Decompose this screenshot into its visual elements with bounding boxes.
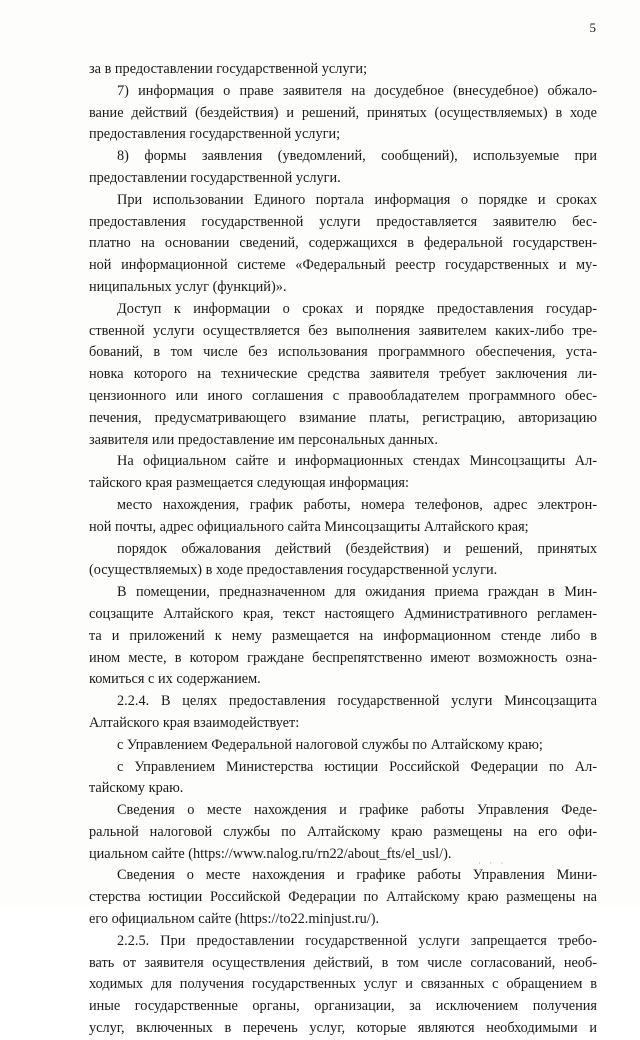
text-line: его официальном сайте (https://to22.minjust.ru/). bbox=[89, 911, 380, 928]
text-line: 2.2.4. В целях предоставления государственной услуги Минсоцзащита bbox=[117, 693, 597, 710]
text-line: бований, в том числе без использования программного обеспечения, уста- bbox=[89, 344, 597, 361]
text-line: предоставления государственной услуги; bbox=[89, 126, 341, 143]
text-line: та и приложений к нему размещается на информационном стенде либо в bbox=[89, 627, 597, 644]
text-line: предоставления государственной услуги предоставляется заявителю бес- bbox=[89, 213, 597, 230]
text-line: предоставлении государственной услуги. bbox=[89, 169, 341, 186]
text-line: вание действий (бездействия) и решений, принятых (осуществляемых) в ходе bbox=[89, 104, 597, 121]
text-line: ственной услуги осуществляется без выполнения заявителем каких-либо тре- bbox=[89, 322, 597, 339]
text-line: 2.2.5. При предоставлении государственной услуги запрещается требо- bbox=[117, 932, 597, 949]
text-line: услуг, включенных в перечень услуг, которые являются необходимыми и bbox=[89, 1020, 597, 1037]
text-line: цензионного или иного соглашения с правообладателем программного обес- bbox=[89, 387, 597, 404]
text-line: ной почты, адрес официального сайта Минсоцзащиты Алтайского края; bbox=[89, 518, 529, 535]
text-line: ниципальных услуг (функций)». bbox=[89, 278, 287, 295]
text-line: тайскому краю. bbox=[89, 780, 184, 797]
text-line: Доступ к информации о сроках и порядке предоставления государ- bbox=[117, 300, 597, 317]
text-line: платно на основании сведений, содержащихся в федеральной государствен- bbox=[89, 235, 597, 252]
text-line: порядок обжалования действий (бездействия) и решений, принятых bbox=[117, 540, 597, 557]
text-line: ходимых для получения государственных услуг и связанных с обращением в bbox=[89, 976, 597, 993]
text-line: ральной налоговой службы по Алтайскому краю размещены на его офи- bbox=[89, 823, 597, 840]
scan-artifact: · · · bbox=[478, 858, 507, 868]
text-line: с Управлением Федеральной налоговой службы по Алтайскому краю; bbox=[117, 736, 543, 753]
text-line: комиться с их содержанием. bbox=[89, 671, 261, 688]
text-line: соцзащите Алтайского края, текст настоящего Административного регламен- bbox=[89, 605, 597, 622]
text-line: вать от заявителя осуществления действий, в том числе согласований, необ- bbox=[89, 954, 597, 971]
page-number: 5 bbox=[589, 20, 596, 35]
text-line: Сведения о месте нахождения и графике работы Управления Феде- bbox=[117, 802, 597, 819]
text-line: место нахождения, график работы, номера телефонов, адрес электрон- bbox=[117, 496, 597, 513]
text-line: Сведения о месте нахождения и графике работы Управления Мини- bbox=[117, 867, 597, 884]
text-line: На официальном сайте и информационных стендах Минсоцзащиты Ал- bbox=[117, 453, 597, 470]
text-line: (осуществляемых) в ходе предоставления государственной услуги. bbox=[89, 562, 498, 579]
text-line: 8) формы заявления (уведомлений, сообщений), используемые при bbox=[117, 148, 597, 165]
text-line: иные государственные органы, организации, за исключением получения bbox=[89, 998, 597, 1015]
text-line: за в предоставлении государственной услуги; bbox=[89, 61, 368, 77]
text-line: с Управлением Министерства юстиции Российской Федерации по Ал- bbox=[117, 758, 597, 775]
text-line: При использовании Единого портала информация о порядке и сроках bbox=[117, 191, 597, 208]
text-line: заявителя или предоставление им персональных данных. bbox=[89, 431, 438, 448]
document-body bbox=[89, 59, 597, 1040]
text-line: печения, предусматривающего взимание платы, регистрацию, авторизацию bbox=[89, 409, 597, 426]
text-line: В помещении, предназначенном для ожидания приема граждан в Мин- bbox=[117, 584, 597, 601]
text-line: 7) информация о праве заявителя на досудебное (внесудебное) обжало- bbox=[117, 82, 597, 99]
text-line: ной информационной системе «Федеральный реестр государственных и му- bbox=[89, 257, 597, 274]
text-line: ином месте, в котором граждане беспрепятственно имеют возможность озна- bbox=[89, 649, 597, 666]
text-line: новка которого на технические средства заявителя требует заключения ли- bbox=[89, 366, 597, 383]
text-line: тайского края размещается следующая информация: bbox=[89, 475, 409, 492]
text-line: Алтайского края взаимодействует: bbox=[89, 714, 300, 731]
text-line: циальном сайте (https://www.nalog.ru/rn22/about_fts/el_usl/). bbox=[89, 845, 452, 862]
text-line: стерства юстиции Российской Федерации по Алтайскому краю размещены на bbox=[89, 889, 597, 906]
